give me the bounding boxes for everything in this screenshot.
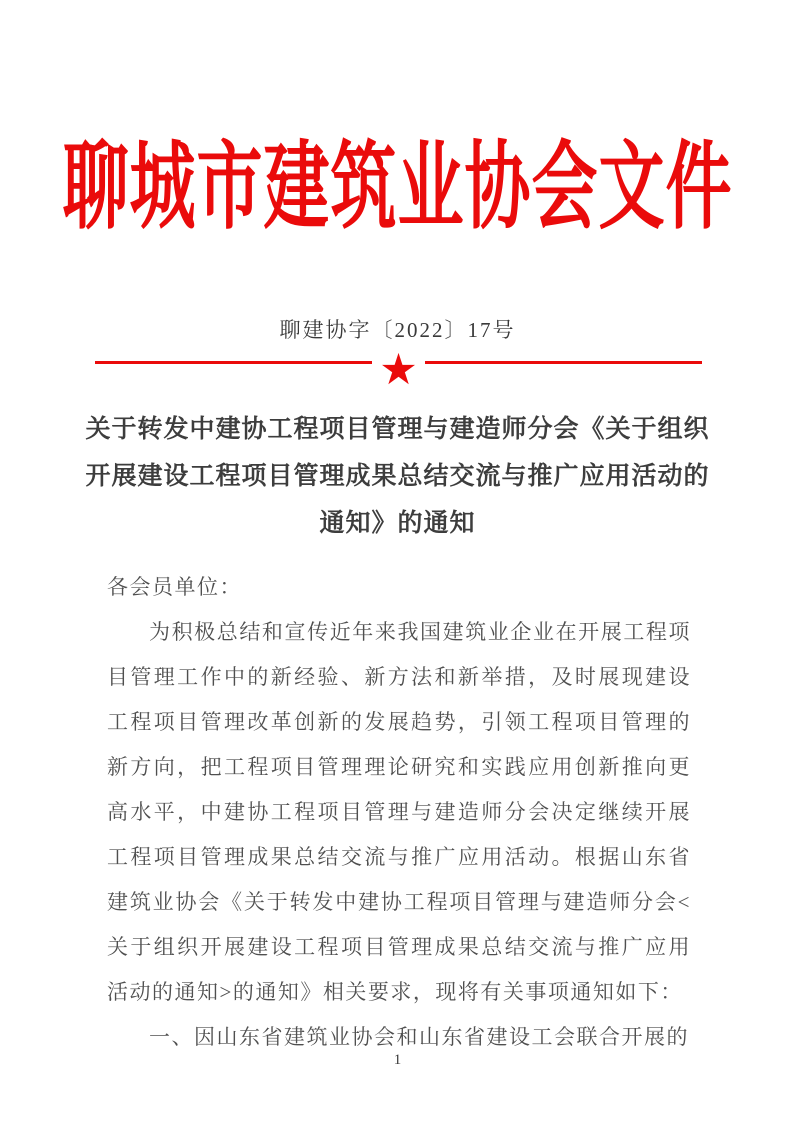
star-icon: ★ (379, 344, 418, 395)
body-paragraph: 为积极总结和宣传近年来我国建筑业企业在开展工程项目管理工作中的新经验、新方法和新举措，及时展现建设工程项目管理改革创新的发展趋势，引领工程项目管理的新方向，把工程项目管理理论研究和实践应用创新推向更高水平，中建协工程项目管理与建造师分会决定继续开展工程项目管理成果总结交流与推广应用活动。根据山东省建筑业协会《关于转发中建协工程项目管理与建造师分会<关于组织开展建设工程项目管理成果总结交流与推广应用活动的通知>的通知》相关要求，现将有关事项通知如下： (107, 620, 691, 1004)
document-title-line: 通知》的通知 (319, 509, 476, 537)
document-body (107, 565, 691, 1060)
body-paragraph: 一、因山东省建筑业协会和山东省建设工会联合开展的 (149, 1025, 689, 1049)
document-title-line: 开展建设工程项目管理成果总结交流与推广应用活动的 (85, 462, 710, 490)
document-title (58, 406, 737, 547)
red-rule-right (425, 361, 702, 364)
document-number: 聊建协字〔2022〕17号 (279, 318, 516, 342)
document-title-line: 关于转发中建协工程项目管理与建造师分会《关于组织 (85, 415, 710, 443)
red-rule-left (95, 361, 372, 364)
salutation: 各会员单位： (107, 575, 242, 599)
letterhead-title: 聊城市建筑业协会文件 (62, 135, 733, 242)
page-number: 1 (393, 1052, 402, 1068)
header-divider (95, 340, 702, 395)
